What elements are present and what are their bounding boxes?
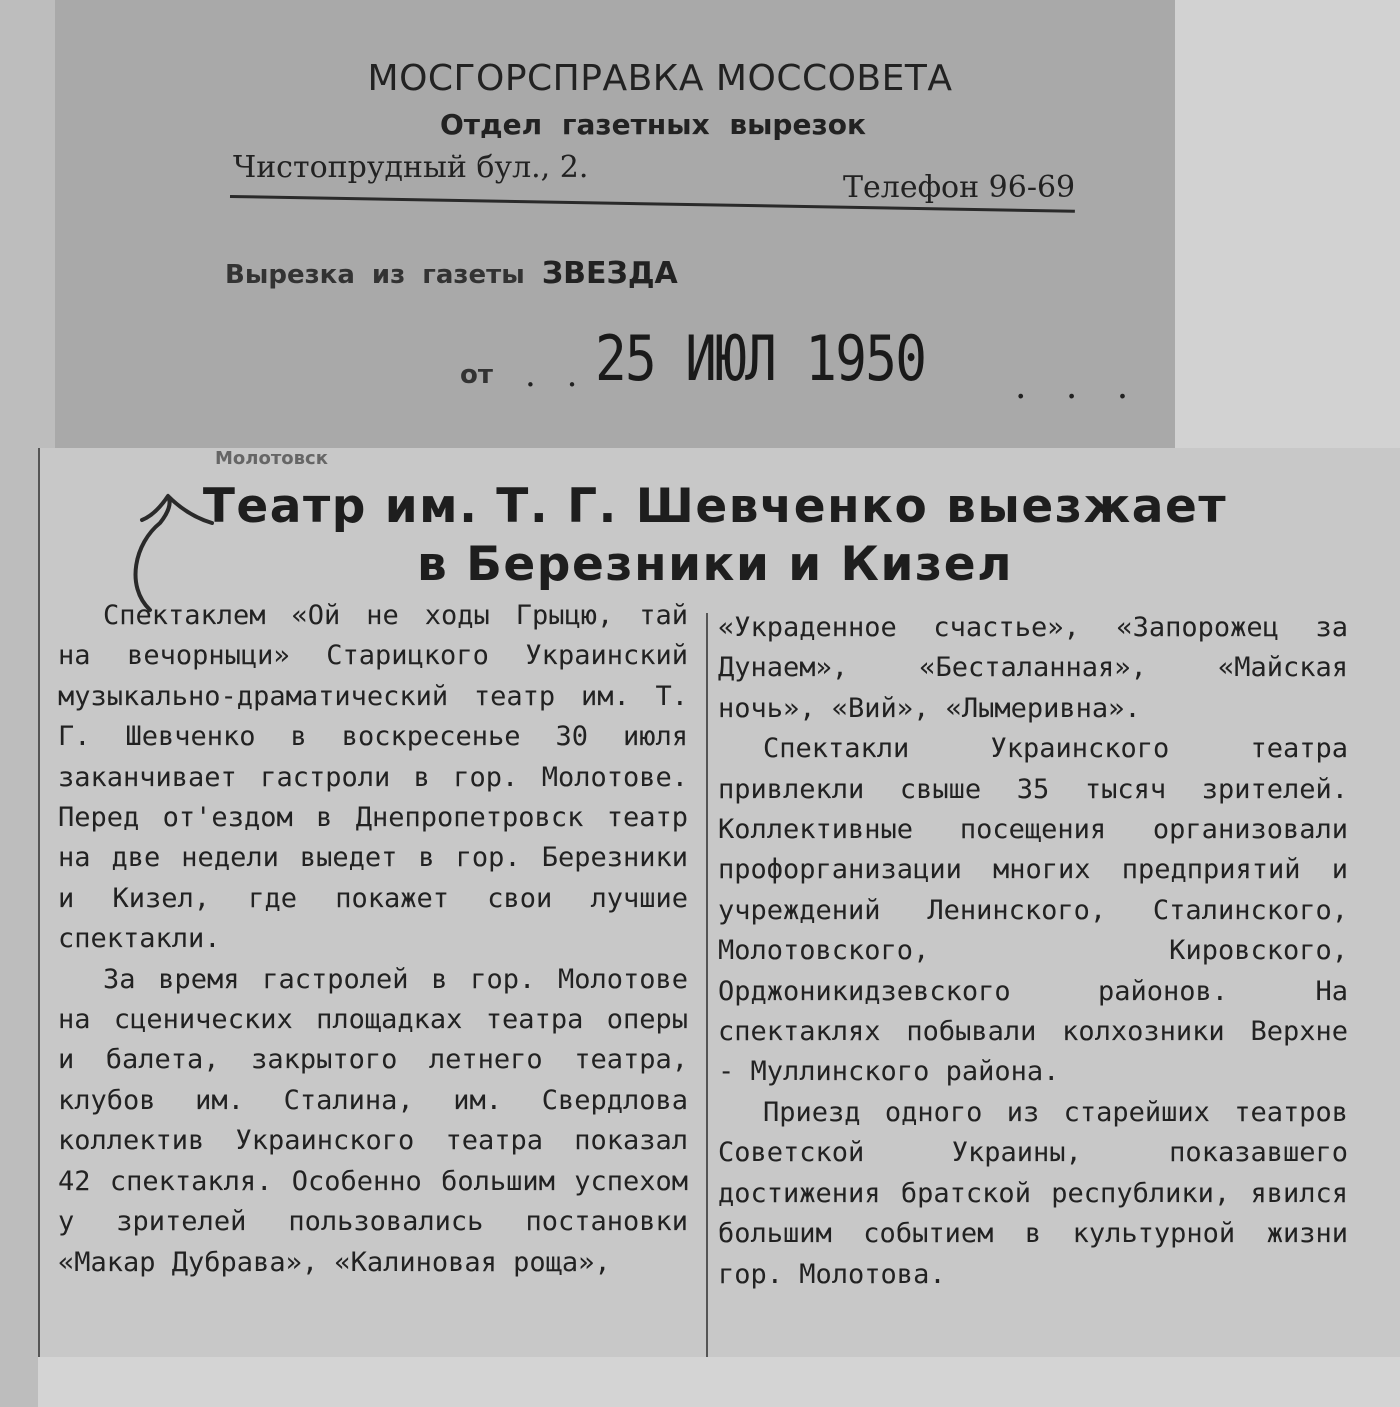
article-headline: [160, 478, 1270, 594]
date-dots-after: . . .: [1015, 366, 1143, 407]
source-prefix: Вырезка из газеты: [225, 260, 525, 290]
newspaper-clipping: [38, 448, 1400, 1358]
paragraph: Приезд одного из старейших театров Советской Украины, показавшего достижения братской республики, явился большим событием в культурной жизни гор. Молотова.: [718, 1096, 1348, 1290]
background-bottom: [38, 1357, 1400, 1407]
date-dots-before: . .: [525, 355, 588, 395]
agency-name: МОСГОРСПРАВКА МОССОВЕТА: [367, 58, 953, 99]
agency-address: Чистопрудный бул., 2.: [233, 150, 589, 185]
article-left-column: [58, 596, 688, 1283]
article-right-column: [718, 608, 1348, 1295]
paragraph: Спектаклем «Ой не ходы Грыцю, тай на вечорныци» Старицкого Украинский музыкально-драматический театр им. Т. Г. Шевченко в воскресенье 30 июля заканчивает гастроли в гор. Молотове. Перед от'ездом в Днепропетровск театр на две недели выедет в гор. Березники и Кизел, где покажет свои лучшие спектакли.: [58, 600, 688, 955]
department-name: Отдел газетных вырезок: [440, 108, 866, 141]
column-divider: [706, 613, 708, 1358]
background-right: [1175, 0, 1400, 470]
date-stamp: 25 ИЮЛ 1950: [595, 322, 926, 395]
overlap-fragment: Молотовск: [215, 448, 328, 469]
newspaper-source: [225, 256, 678, 291]
paragraph: За время гастролей в гор. Молотове на сценических площадках театра оперы и балета, закрытого летнего театра, клубов им. Сталина, им. Свердлова коллектив Украинского театра показал 42 спектакля. Особенно большим успехом у зрителей пользовались постановки «Макар Дубрава», «Калиновая роща»,: [58, 963, 688, 1278]
agency-slip: [55, 0, 1175, 470]
paragraph: «Украденное счастье», «Запорожец за Дунаем», «Бесталанная», «Майская ночь», «Вий», «Лымеривна».: [718, 612, 1348, 724]
date-prefix: от: [460, 360, 493, 390]
headline-line-1: Театр им. Т. Г. Шевченко выезжает: [202, 479, 1228, 534]
paragraph: Спектакли Украинского театра привлекли свыше 35 тысяч зрителей. Коллективные посещения организовали профорганизации многих предприятий и учреждений Ленинского, Сталинского, Молотовского, Кировского, Орджоникидзевского районов. На спектаклях побывали колхозники Верхне - Муллинского района.: [718, 733, 1348, 1088]
newspaper-name: ЗВЕЗДА: [541, 256, 678, 291]
agency-phone: Телефон 96-69: [843, 170, 1076, 205]
headline-line-2: в Березники и Кизел: [417, 537, 1013, 592]
